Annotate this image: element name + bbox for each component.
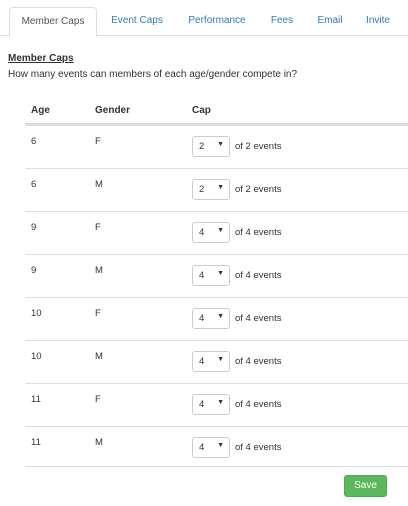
- gender-cell: M: [95, 437, 103, 448]
- cap-value: 2: [199, 184, 205, 195]
- table-row: [25, 125, 408, 168]
- gender-cell: F: [95, 394, 101, 405]
- table-row: [25, 254, 408, 297]
- table-bottom-divider: [25, 466, 408, 467]
- cap-value: 4: [199, 442, 205, 453]
- member-caps-table: [25, 97, 408, 469]
- tab-invite[interactable]: Invite: [366, 15, 390, 26]
- age-cell: 10: [31, 351, 42, 362]
- cap-of-text: of 2 events: [235, 141, 282, 152]
- table-row: [25, 211, 408, 254]
- caret-down-icon: ▼: [217, 442, 224, 449]
- gender-cell: F: [95, 222, 101, 233]
- age-cell: 10: [31, 308, 42, 319]
- cap-of-text: of 4 events: [235, 356, 282, 367]
- gender-cell: M: [95, 351, 103, 362]
- save-button[interactable]: Save: [344, 475, 387, 497]
- table-header: [25, 97, 408, 125]
- caret-down-icon: ▼: [217, 399, 224, 406]
- caret-down-icon: ▼: [217, 227, 224, 234]
- cap-of-text: of 4 events: [235, 399, 282, 410]
- cap-of-text: of 4 events: [235, 270, 282, 281]
- cap-of-text: of 4 events: [235, 313, 282, 324]
- cap-value: 4: [199, 399, 205, 410]
- age-cell: 11: [31, 437, 41, 448]
- gender-cell: F: [95, 136, 101, 147]
- caret-down-icon: ▼: [217, 356, 224, 363]
- cap-select[interactable]: [192, 437, 230, 458]
- tab-performance[interactable]: Performance: [188, 15, 246, 26]
- cap-value: 2: [199, 141, 205, 152]
- table-row: [25, 383, 408, 426]
- cap-value: 4: [199, 227, 205, 238]
- cap-of-text: of 2 events: [235, 184, 282, 195]
- caret-down-icon: ▼: [217, 141, 224, 148]
- age-cell: 9: [31, 222, 37, 233]
- age-cell: 6: [31, 136, 37, 147]
- table-row: [25, 340, 408, 383]
- cap-value: 4: [199, 356, 205, 367]
- header-cap: Cap: [192, 105, 211, 116]
- gender-cell: M: [95, 179, 103, 190]
- cap-select[interactable]: [192, 179, 230, 200]
- age-cell: 6: [31, 179, 37, 190]
- tab-email[interactable]: Email: [317, 15, 343, 26]
- gender-cell: M: [95, 265, 103, 276]
- tab-event-caps[interactable]: Event Caps: [111, 15, 163, 26]
- cap-select[interactable]: [192, 265, 230, 286]
- cap-select[interactable]: [192, 222, 230, 243]
- cap-select[interactable]: [192, 351, 230, 372]
- cap-of-text: of 4 events: [235, 442, 282, 453]
- cap-select[interactable]: [192, 394, 230, 415]
- cap-value: 4: [199, 313, 205, 324]
- cap-select[interactable]: [192, 308, 230, 329]
- cap-of-text: of 4 events: [235, 227, 282, 238]
- age-cell: 11: [31, 394, 41, 405]
- caret-down-icon: ▼: [217, 313, 224, 320]
- caret-down-icon: ▼: [217, 184, 224, 191]
- table-row: [25, 168, 408, 211]
- caret-down-icon: ▼: [217, 270, 224, 277]
- header-age: Age: [31, 105, 50, 116]
- gender-cell: F: [95, 308, 101, 319]
- section-description: How many events can members of each age/gender compete in?: [8, 69, 298, 80]
- age-cell: 9: [31, 265, 37, 276]
- tab-member-caps[interactable]: Member Caps: [9, 7, 97, 37]
- cap-select[interactable]: [192, 136, 230, 157]
- table-row: [25, 426, 408, 469]
- table-row: [25, 297, 408, 340]
- section-title: Member Caps: [8, 53, 74, 64]
- header-gender: Gender: [95, 105, 131, 116]
- tab-bar: [0, 0, 408, 36]
- tab-fees[interactable]: Fees: [270, 15, 294, 26]
- cap-value: 4: [199, 270, 205, 281]
